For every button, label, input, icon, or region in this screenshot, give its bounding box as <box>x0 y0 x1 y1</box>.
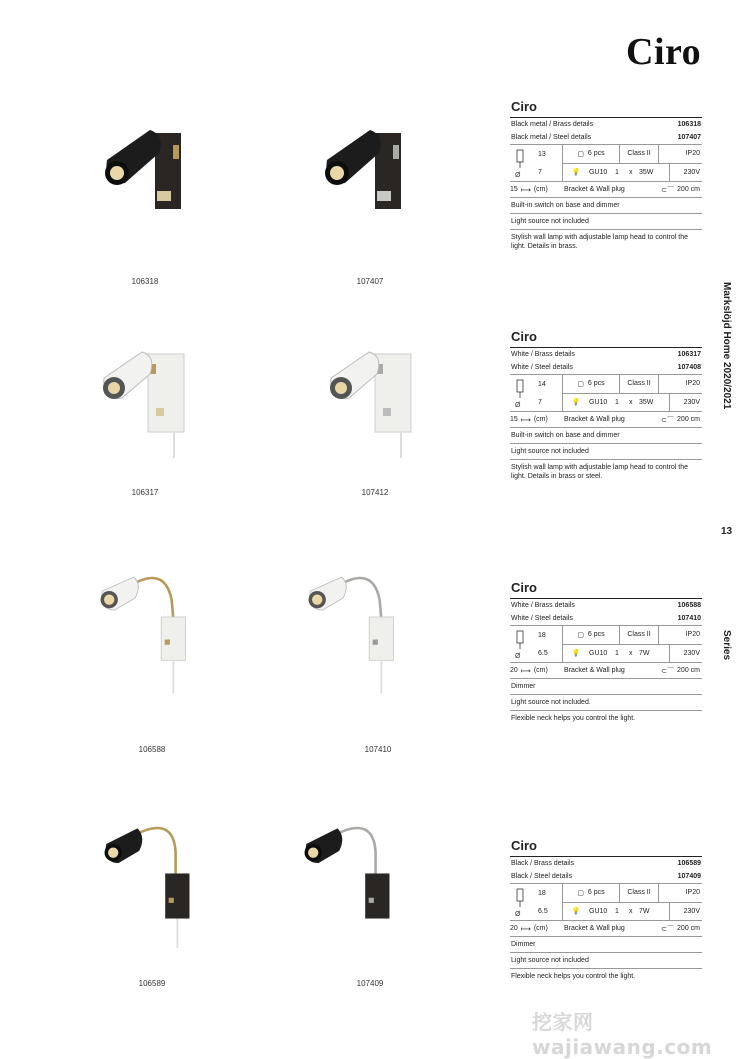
box-icon: ▢ 6 pcs <box>563 145 620 163</box>
product-code: 106588 <box>138 745 166 754</box>
product-code: 106318 <box>131 277 159 286</box>
bulb-icon: 💡 <box>571 650 581 658</box>
bulb-icon: 💡 <box>571 908 581 916</box>
product-code: 106589 <box>138 979 166 988</box>
spec-grid: Ø 18 6.5 ▢ 6 pcs Class II IP20 💡 GU10 1 x 7W 230V <box>510 883 702 921</box>
spec-block: Ciro White / Brass details 106317 White / Steel details 107408 Ø 14 7 ▢ 6 pcs Class II IP20 💡 GU10 1 x 35W 230V 15 ⟼ (cm) Bracket & Wall plug ⊂⌒ 200 cm Built-in switch on base and dimmer Light source not included Stylish wall lamp with adjustable lamp head to control the light. Details in brass or steel. <box>510 329 701 480</box>
spec-block: Ciro Black metal / Brass details 106318 Black metal / Steel details 107407 Ø 13 7 ▢ 6 pcs Class II IP20 💡 GU10 1 x 35W 230V 15 ⟼ (cm) Bracket & Wall plug ⊂⌒ 200 cm Built-in switch on base and dimmer Light source not included Stylish wall lamp with adjustable lamp head to control the light. Details in brass. <box>510 99 701 250</box>
variant-row: Black metal / Brass details 106318 <box>511 121 701 128</box>
spec-grid: Ø 18 6.5 ▢ 6 pcs Class II IP20 💡 GU10 1 x 7W 230V <box>510 625 702 663</box>
page-number: 13 <box>721 526 733 537</box>
lamp-image-106318 <box>95 125 205 255</box>
bulb-icon: 💡 <box>571 169 581 177</box>
lamp-image-106317 <box>98 348 208 478</box>
svg-text:Ø: Ø <box>515 402 521 408</box>
lamp-image-106588 <box>88 565 198 695</box>
product-code: 107409 <box>356 979 384 988</box>
lamp-image-107410 <box>296 565 406 695</box>
product-code: 107407 <box>356 277 384 286</box>
box-icon: ▢ 6 pcs <box>563 626 620 644</box>
length-row: 20 ⟼ (cm) Bracket & Wall plug ⊂⌒ 200 cm <box>510 663 702 679</box>
variant-row: Black / Steel details 107409 <box>511 873 701 880</box>
lamp-image-107409 <box>292 818 402 948</box>
variant-row: White / Steel details 107410 <box>511 615 701 622</box>
page-title: Ciro <box>626 31 702 73</box>
variant-row: White / Steel details 107408 <box>511 364 701 371</box>
spec-title: Ciro <box>511 99 537 114</box>
length-row: 15 ⟼ (cm) Bracket & Wall plug ⊂⌒ 200 cm <box>510 412 702 428</box>
svg-text:Ø: Ø <box>515 911 521 917</box>
spec-title: Ciro <box>511 580 537 595</box>
product-code: 107412 <box>361 488 389 497</box>
variant-row: Black / Brass details 106589 <box>511 860 701 867</box>
spec-block: Ciro Black / Brass details 106589 Black / Steel details 107409 Ø 18 6.5 ▢ 6 pcs Class II IP20 💡 GU10 1 x 7W 230V 20 ⟼ (cm) Bracket & Wall plug ⊂⌒ 200 cm Dimmer Light source not included Flexible neck helps you control the light. <box>510 838 701 980</box>
catalog-name: Markslöjd Home 2020/2021 <box>721 282 732 410</box>
variant-row: White / Brass details 106317 <box>511 351 701 358</box>
product-code: 107410 <box>364 745 392 754</box>
box-icon: ▢ 6 pcs <box>563 375 620 393</box>
cable-icon: ⊂⌒ <box>661 416 675 424</box>
section-label: Series <box>721 630 732 661</box>
dimension-icon <box>514 629 526 659</box>
box-icon: ▢ 6 pcs <box>563 884 620 902</box>
spec-block: Ciro White / Brass details 106588 White / Steel details 107410 Ø 18 6.5 ▢ 6 pcs Class II IP20 💡 GU10 1 x 7W 230V 20 ⟼ (cm) Bracket & Wall plug ⊂⌒ 200 cm Dimmer Light source not included. Flexible neck helps you control the light. <box>510 580 701 722</box>
length-row: 20 ⟼ (cm) Bracket & Wall plug ⊂⌒ 200 cm <box>510 921 702 937</box>
lamp-image-107412 <box>325 348 435 478</box>
svg-text:Ø: Ø <box>515 653 521 659</box>
watermark: 挖家网 wajiawang.com <box>532 1010 713 1059</box>
spec-title: Ciro <box>511 838 537 853</box>
bulb-icon: 💡 <box>571 399 581 407</box>
dimension-icon <box>514 148 526 178</box>
product-code: 106317 <box>131 488 159 497</box>
spec-grid: Ø 13 7 ▢ 6 pcs Class II IP20 💡 GU10 1 x 35W 230V <box>510 144 702 182</box>
cable-icon: ⊂⌒ <box>661 925 675 933</box>
spec-title: Ciro <box>511 329 537 344</box>
lamp-image-106589 <box>92 818 202 948</box>
lamp-image-107407 <box>315 125 425 255</box>
spec-grid: Ø 14 7 ▢ 6 pcs Class II IP20 💡 GU10 1 x 35W 230V <box>510 374 702 412</box>
variant-row: Black metal / Steel details 107407 <box>511 134 701 141</box>
svg-text:Ø: Ø <box>515 172 521 178</box>
dimension-icon <box>514 378 526 408</box>
dimension-icon <box>514 887 526 917</box>
length-row: 15 ⟼ (cm) Bracket & Wall plug ⊂⌒ 200 cm <box>510 182 702 198</box>
variant-row: White / Brass details 106588 <box>511 602 701 609</box>
cable-icon: ⊂⌒ <box>661 667 675 675</box>
cable-icon: ⊂⌒ <box>661 186 675 194</box>
